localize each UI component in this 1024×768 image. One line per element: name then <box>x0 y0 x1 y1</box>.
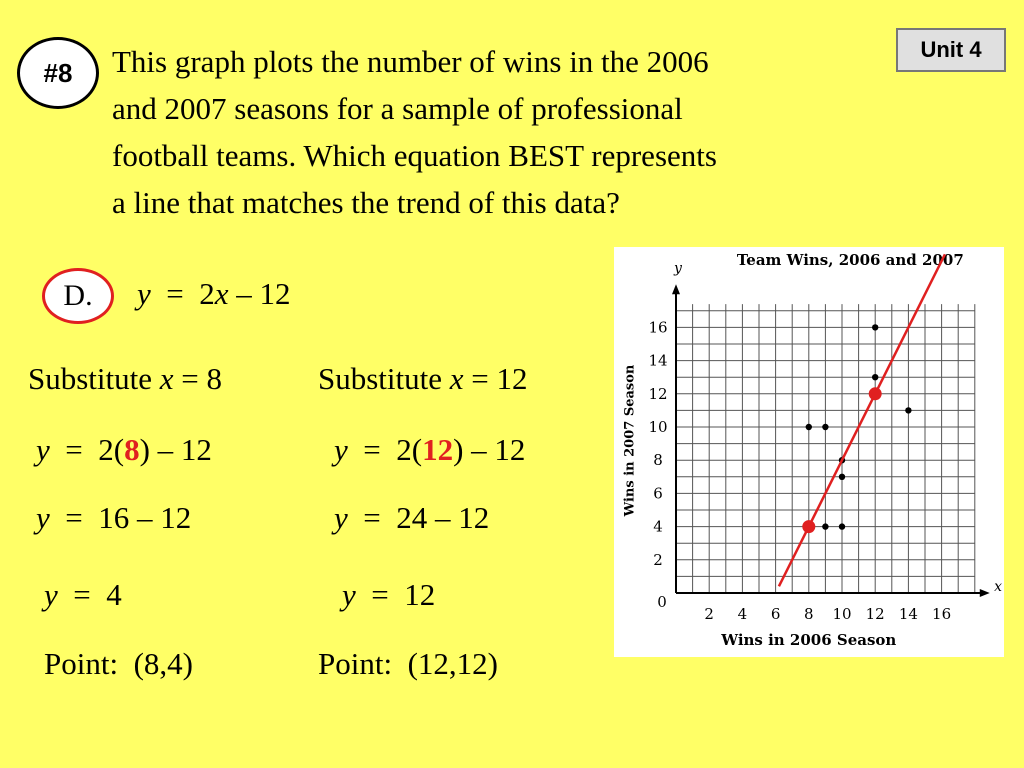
answer-choice-letter: D. <box>42 268 114 324</box>
y-tick-label: 4 <box>653 517 663 536</box>
step-y: y <box>334 432 348 467</box>
x-tick-label: 4 <box>737 605 748 623</box>
data-point <box>822 424 828 430</box>
eq-coefficient: 2 <box>199 276 215 311</box>
x-tick-label: 2 <box>704 605 714 623</box>
sub-text: Substitute <box>318 361 450 396</box>
right-step-2 <box>334 500 489 536</box>
trend-line <box>779 254 945 586</box>
x-axis-label: Wins in 2006 Season <box>721 631 897 649</box>
right-point: Point: (12,12) <box>318 646 498 681</box>
highlighted-point <box>802 520 815 533</box>
x-tick-label: 10 <box>832 605 852 623</box>
data-point <box>872 374 878 380</box>
question-line: a line that matches the trend of this data? <box>112 185 620 220</box>
step-substituted-value: 8 <box>124 432 140 467</box>
x-tick-label: 16 <box>932 605 952 623</box>
y-tick-label: 2 <box>653 550 663 569</box>
x-axis-arrow <box>980 589 990 597</box>
step-rest: = 16 – 12 <box>49 500 192 535</box>
y-tick-label: 8 <box>653 451 663 470</box>
left-substitute <box>28 361 222 397</box>
right-substitute <box>318 361 528 397</box>
sub-var: x <box>159 361 174 396</box>
sub-val: = 8 <box>173 361 223 396</box>
y-tick-label: 14 <box>648 351 668 370</box>
x-tick-label: 14 <box>898 605 918 623</box>
step-rest: = 4 <box>57 577 122 612</box>
origin-label: 0 <box>657 593 667 611</box>
y-tick-label: 10 <box>648 418 668 436</box>
unit-label: Unit 4 <box>896 28 1006 72</box>
step-y: y <box>44 577 58 612</box>
y-axis-letter: y <box>674 260 682 277</box>
step-rest: = 24 – 12 <box>347 500 490 535</box>
problem-number-badge: #8 <box>17 37 99 109</box>
data-point <box>905 407 911 413</box>
y-tick-label: 16 <box>648 318 668 337</box>
x-tick-label: 6 <box>770 605 781 623</box>
right-step-3 <box>342 577 435 613</box>
step-rest: = 12 <box>355 577 436 612</box>
step-pre: = 2( <box>347 432 423 467</box>
left-step-3 <box>44 577 122 613</box>
eq-equals: = <box>166 276 184 311</box>
step-pre: = 2( <box>49 432 125 467</box>
data-point <box>822 523 828 529</box>
step-y: y <box>36 500 50 535</box>
question-line: football teams. Which equation BEST represents <box>112 138 717 173</box>
step-substituted-value: 12 <box>422 432 454 467</box>
sub-val: = 12 <box>463 361 528 396</box>
highlighted-point <box>869 387 882 400</box>
left-step-2 <box>36 500 191 536</box>
sub-text: Substitute <box>28 361 160 396</box>
question-line: and 2007 seasons for a sample of professional <box>112 91 683 126</box>
scatter-chart-svg <box>614 247 1004 657</box>
answer-equation <box>137 276 291 312</box>
sub-var: x <box>449 361 464 396</box>
data-point <box>839 474 845 480</box>
step-y: y <box>334 500 348 535</box>
step-y: y <box>342 577 356 612</box>
data-point <box>806 424 812 430</box>
left-step-1 <box>36 432 212 468</box>
data-point <box>839 523 845 529</box>
scatter-chart <box>614 247 1004 657</box>
data-point <box>872 324 878 330</box>
y-axis-label: Wins in 2007 Season <box>622 364 638 517</box>
step-post: ) – 12 <box>139 432 212 467</box>
question-text <box>112 38 902 226</box>
x-tick-label: 8 <box>804 605 814 623</box>
eq-x: x <box>214 276 229 311</box>
question-line: This graph plots the number of wins in the 2006 <box>112 44 709 79</box>
x-axis-letter: x <box>994 579 1002 595</box>
eq-y: y <box>137 276 151 311</box>
y-tick-label: 12 <box>648 384 668 403</box>
left-point: Point: (8,4) <box>44 646 193 681</box>
step-y: y <box>36 432 50 467</box>
x-tick-label: 12 <box>865 605 885 623</box>
right-step-1 <box>334 432 525 468</box>
y-axis-arrow <box>672 284 680 294</box>
chart-title: Team Wins, 2006 and 2007 <box>736 251 964 269</box>
y-tick-label: 6 <box>653 484 663 503</box>
step-post: ) – 12 <box>453 432 526 467</box>
eq-constant: – 12 <box>228 276 291 311</box>
